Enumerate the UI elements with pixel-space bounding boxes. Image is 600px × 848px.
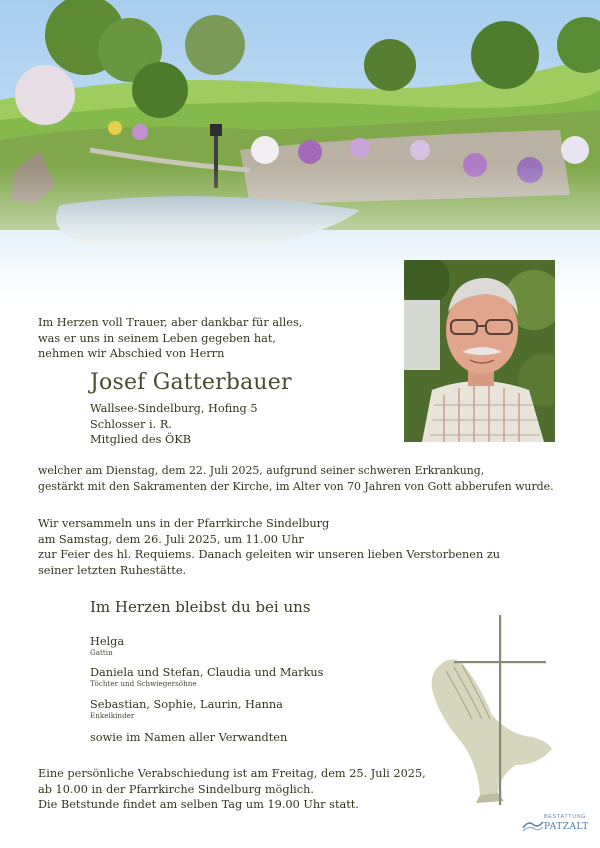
mourner-entry [90,698,283,720]
mourner-names: Sebastian, Sophie, Laurin, Hanna [90,698,283,711]
deceased-membership: Mitglied des ÖKB [90,433,191,446]
farewell-line: ab 10.00 in der Pfarrkirche Sindelburg möglich. [38,782,314,796]
service-line: seiner letzten Ruhestätte. [38,563,187,577]
mourner-names: Daniela und Stefan, Claudia und Markus [90,666,324,679]
funeral-home-logo [522,812,594,840]
service-line: am Samstag, dem 26. Juli 2025, um 11.00 Uhr [38,532,304,546]
death-notice-line: welcher am Dienstag, dem 22. Juli 2025, aufgrund seiner schweren Erkrankung, [38,464,485,477]
garden-landscape-image [0,0,600,300]
intro-line: nehmen wir Abschied von Herrn [38,347,225,360]
mourner-role: Enkelkinder [90,711,135,720]
logo-subtitle: BESTATTUNG [544,814,587,820]
service-line: zur Feier des hl. Requiems. Danach geleiten wir unseren lieben Verstorbenen zu [38,548,501,561]
death-notice [38,463,554,494]
deceased-address: Wallsee-Sindelburg, Hofing 5 [90,402,258,415]
farewell-line: Eine persönliche Verabschiedung ist am Freitag, dem 25. Juli 2025, [38,767,426,780]
intro-line: was er uns in seinem Leben gegeben hat, [38,331,276,345]
deceased-occupation: Schlosser i. R. [90,417,172,431]
cross-praying-hands-icon [420,615,560,805]
service-line: Wir versammeln uns in der Pfarrkirche Sindelburg [38,517,330,530]
service-notice [38,516,500,578]
motto-heading: Im Herzen bleibst du bei uns [90,598,311,616]
mourner-role: Töchter und Schwiegersöhne [90,679,197,688]
death-notice-line: gestärkt mit den Sakramenten der Kirche, im Alter von 70 Jahren von Gott abberufen wurde. [38,479,554,493]
relatives-line: sowie im Namen aller Verwandten [90,731,288,744]
farewell-line: Die Betstunde findet am selben Tag um 19.00 Uhr statt. [38,798,359,811]
mourner-entry [90,666,323,688]
intro-line: Im Herzen voll Trauer, aber dankbar für alles, [38,316,303,329]
mourner-role: Gattin [90,648,113,657]
logo-title: PATZALT [544,822,589,832]
deceased-name: Josef Gatterbauer [90,370,292,395]
mourner-names: Helga [90,635,125,648]
portrait-photo [404,260,555,442]
deceased-details [90,401,258,448]
mourner-entry [90,635,124,657]
wave-logo-icon [522,816,544,834]
farewell-notice [38,766,426,813]
intro-text [38,315,302,362]
